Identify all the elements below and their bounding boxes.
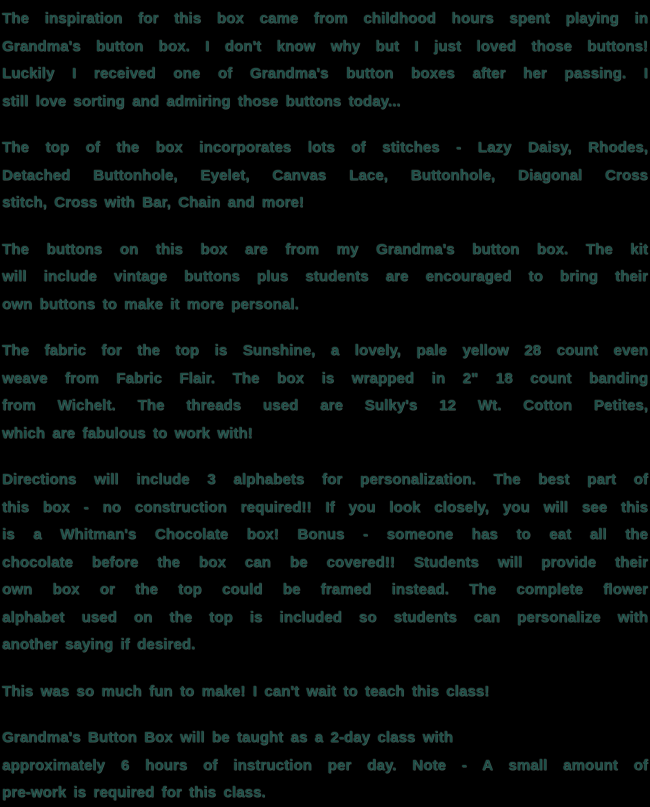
paragraph (2, 236, 648, 319)
text-line: weave from Fabric Flair. The box is wrapped in 2" 18 count banding (2, 369, 648, 387)
paragraph (2, 5, 648, 115)
text-line: The top of the box incorporates lots of stitches - Lazy Daisy, Rhodes, (2, 139, 648, 156)
text-line: this box - no construction required!! If you look closely, you will see this (2, 498, 648, 516)
text-line: which are fabulous to work with! (2, 424, 253, 442)
paragraph (2, 724, 648, 807)
text-line: Luckily I received one of Grandma's button boxes after her passing. I (2, 65, 648, 82)
text-line: is a Whitman's Chocolate box! Bonus - someone has to eat all the (2, 526, 648, 543)
text-line: alphabet used on the top is included so students can personalize with (2, 608, 648, 626)
text-line: will include vintage buttons plus students are encouraged to bring their (2, 268, 648, 285)
text-line: Directions will include 3 alphabets for personalization. The best part of (2, 471, 648, 488)
text-line: This was so much fun to make! I can't wait to teach this class! (2, 682, 490, 700)
text-line: own buttons to make it more personal. (2, 295, 299, 313)
text-line: another saying if desired. (2, 636, 196, 653)
text-line: Grandma's Button Box will be taught as a 2-day class with (2, 729, 454, 746)
paragraph (2, 337, 648, 447)
paragraph (2, 678, 648, 706)
text-line: The inspiration for this box came from childhood hours spent playing in (2, 10, 648, 27)
text-line: The fabric for the top is Sunshine, a lovely, pale yellow 28 count even (2, 342, 648, 359)
paragraph (2, 134, 648, 217)
text-line: stitch, Cross with Bar, Chain and more! (2, 194, 304, 211)
text-line: from Wichelt. The threads used are Sulky's 12 Wt. Cotton Petites, (2, 397, 648, 414)
text-line: Grandma's button box. I don't know why but I just loved those buttons! (2, 37, 648, 55)
text-line: The buttons on this box are from my Grandma's button box. The kit (2, 240, 648, 258)
text-line: pre-work is required for this class. (2, 784, 266, 801)
text-line: own box or the top could be framed instead. The complete flower (2, 581, 648, 598)
text-line: approximately 6 hours of instruction per day. Note - A small amount of (2, 756, 648, 774)
text-line: Detached Buttonhole, Eyelet, Canvas Lace, Buttonhole, Diagonal Cross (2, 166, 648, 184)
text-line: chocolate before the box can be covered!! Students will provide their (2, 553, 648, 571)
paragraph (2, 466, 648, 659)
text-line: still love sorting and admiring those buttons today... (2, 92, 401, 110)
